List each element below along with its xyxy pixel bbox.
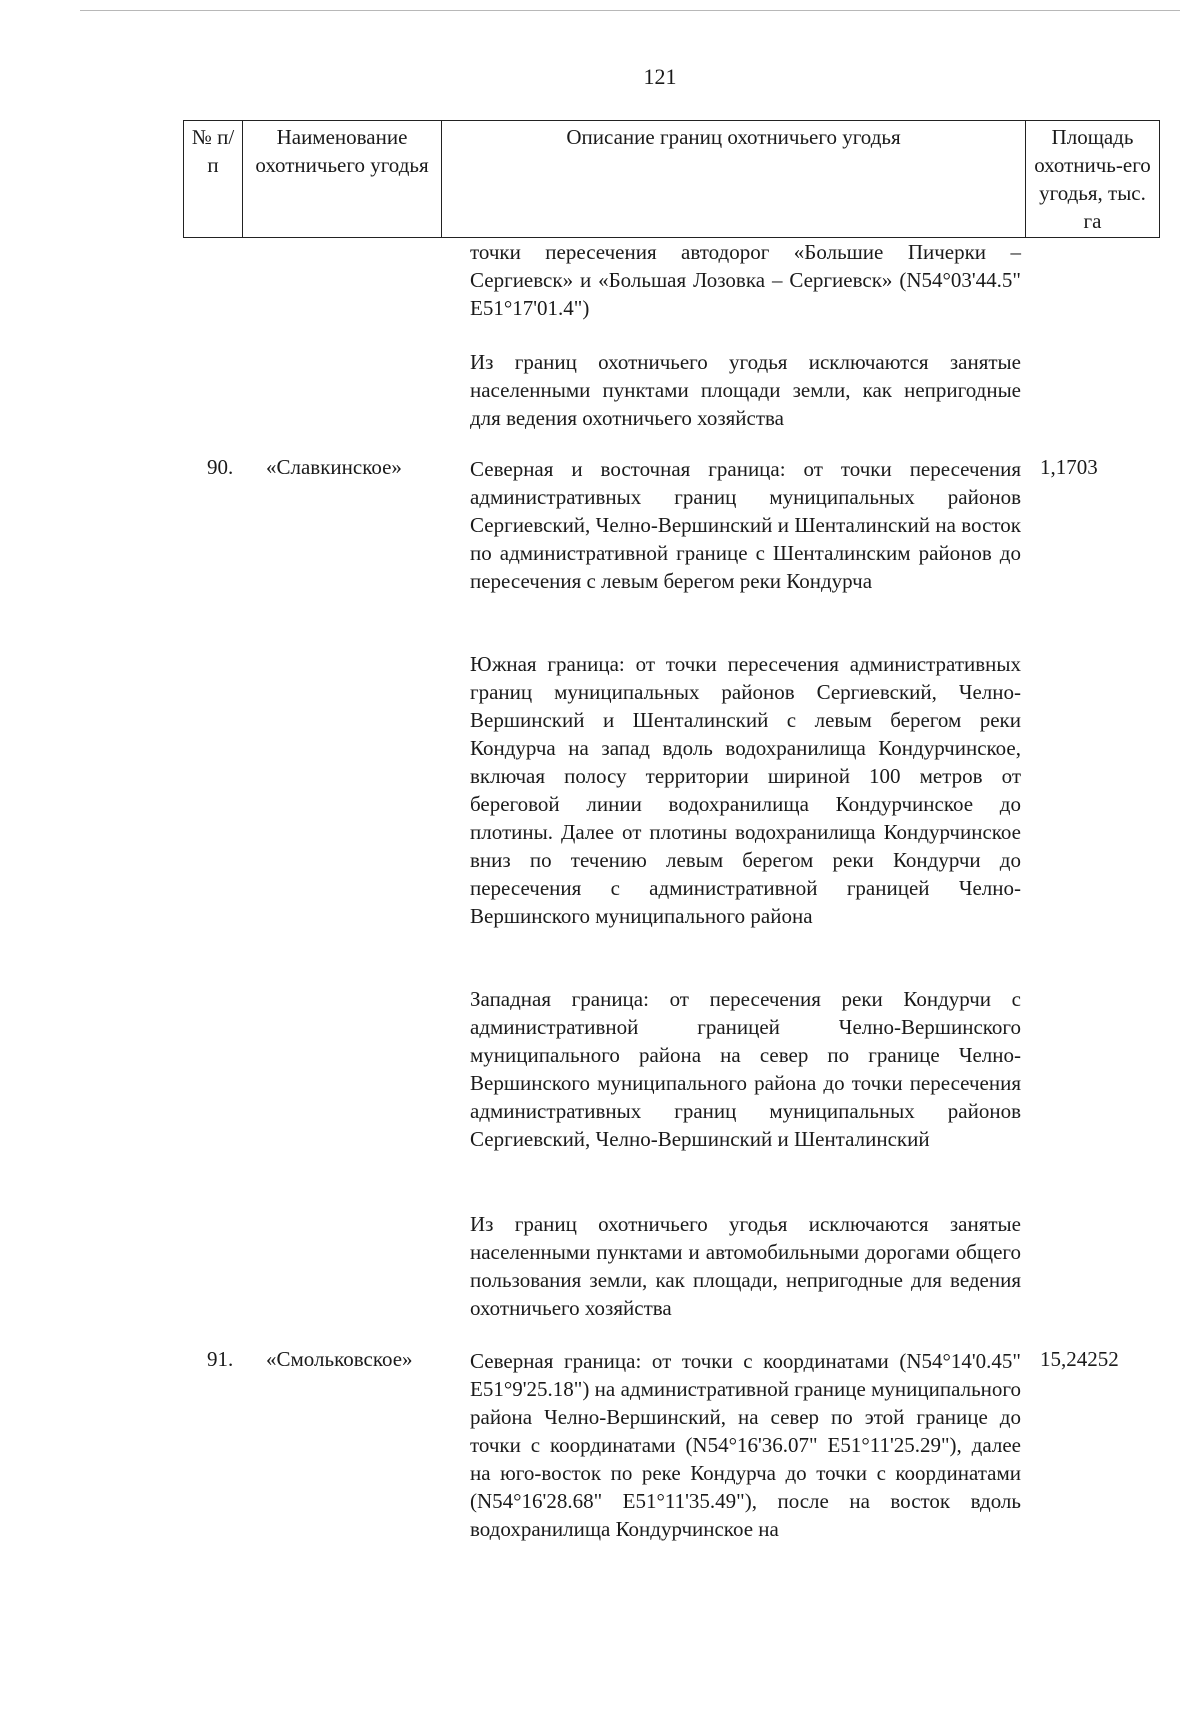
row-90-south-border xyxy=(470,650,1021,930)
description-paragraph: Северная граница: от точки с координатами (N54°14'0.45" E51°9'25.18") на административной границе муниципального района Челно-Вершинский, на север по этой границе до точки с координатами (N54°16'36.07" E51°11'25.29"), далее на юго-восток по реке Кондурча до точки с координатами (N54°16'28.68" E51°11'35.49"), после на восток вдоль водохранилища Кондурчинское на xyxy=(470,1349,1021,1541)
description-paragraph: Южная граница: от точки пересечения административных границ муниципальных районов Сергиевский, Челно-Вершинский и Шенталинский с левым берегом реки Кондурча на запад вдоль водохранилища Кондурчинское, включая полосу территории шириной 100 метров от береговой линии водохранилища Кондурчинское до плотины. Далее от плотины водохранилища Кондурчинское вниз по течению левым берегом реки Кондурчи до пересечения с административной границей Челно-Вершинского муниципального района xyxy=(470,652,1021,928)
description-paragraph: Западная граница: от пересечения реки Кондурчи с административной границей Челно-Вершинского муниципального района на север по границе Челно-Вершинского муниципального района до точки пересечения административных границ муниципальных районов Сергиевский, Челно-Вершинский и Шенталинский xyxy=(470,987,1021,1151)
row-91-name: «Смольковское» xyxy=(266,1347,413,1371)
header-col-name: Наименование охотничьего угодья xyxy=(243,121,442,238)
description-paragraph: Северная и восточная граница: от точки пересечения административных границ муниципальных районов Сергиевский, Челно-Вершинский и Шенталинский на восток по административной границе с Шенталинским районов до пересечения с левым берегом реки Кондурча xyxy=(470,457,1021,593)
row-90-number: 90. xyxy=(207,455,234,479)
row-90-exclusion xyxy=(470,1210,1021,1322)
row-91-area: 15,24252 xyxy=(1040,1347,1119,1371)
continuation-text xyxy=(470,238,1021,322)
row-91-north-border xyxy=(470,1347,1021,1543)
description-paragraph: Из границ охотничьего угодья исключаются занятые населенными пунктами и автомобильными дорогами общего пользования земли, как площади, непригодные для ведения охотничьего хозяйства xyxy=(470,1212,1021,1320)
row-90-name: «Славкинское» xyxy=(266,455,402,479)
row-90-area: 1,1703 xyxy=(1040,455,1098,479)
continuation-paragraph: точки пересечения автодорог «Большие Пичерки – Сергиевск» и «Большая Лозовка – Сергиевск» (N54°03'44.5" E51°17'01.4") xyxy=(470,240,1021,320)
header-col-area: Площадь охотничь-его угодья, тыс. га xyxy=(1026,121,1160,238)
row-90-west-border xyxy=(470,985,1021,1153)
page-number: 121 xyxy=(643,64,677,89)
table-header xyxy=(183,120,1160,238)
row-90-north-east-border xyxy=(470,455,1021,595)
top-rule xyxy=(80,10,1180,11)
exclusion-paragraph: Из границ охотничьего угодья исключаются занятые населенными пунктами площади земли, как непригодные для ведения охотничьего хозяйства xyxy=(470,350,1021,430)
header-col-description: Описание границ охотничьего угодья xyxy=(442,121,1026,238)
continuation-exclusion xyxy=(470,348,1021,432)
header-col-number: № п/п xyxy=(184,121,243,238)
row-91-number: 91. xyxy=(207,1347,234,1371)
